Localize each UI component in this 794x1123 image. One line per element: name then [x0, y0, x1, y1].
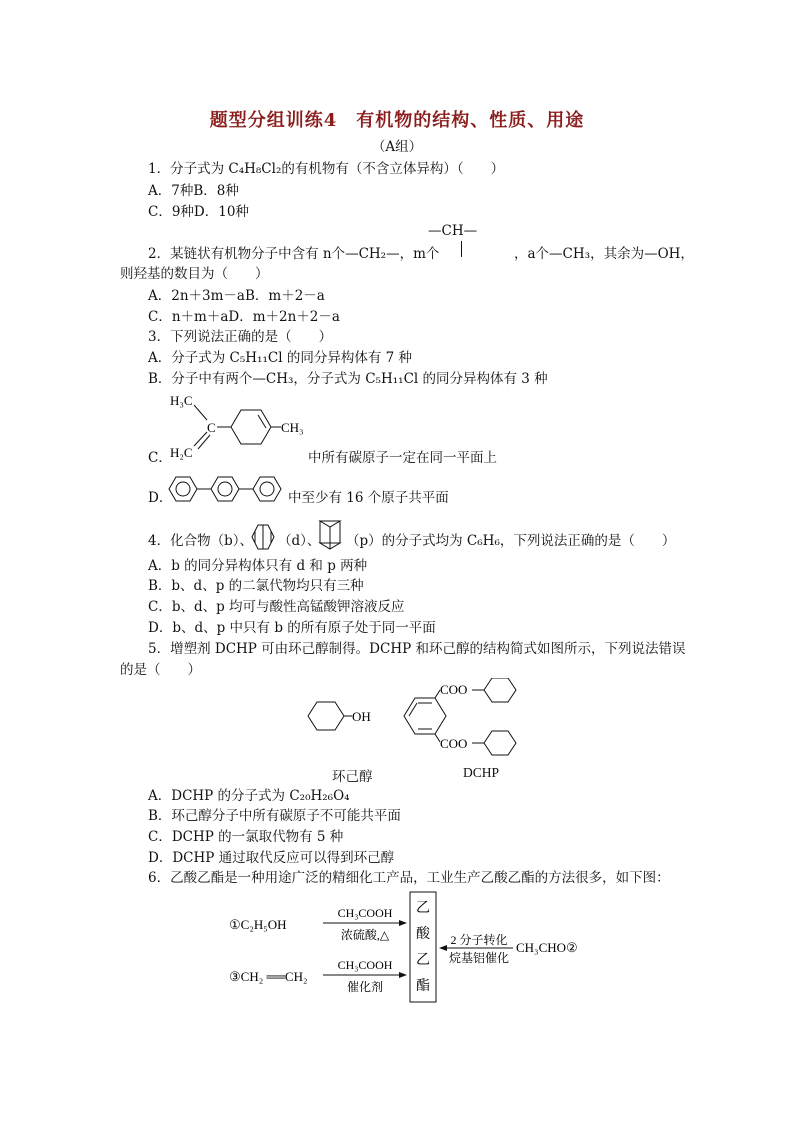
q4-stem-b: （d）、 — [278, 533, 321, 549]
q5-option-a: A．DCHP 的分子式为 C₂₀H₂₆O₄ — [148, 788, 350, 804]
q6-stem: 6．乙酸乙酯是一种用途广泛的精细化工产品，工业生产乙酸乙酯的方法很多，如下图： — [148, 870, 670, 886]
q3-c-structure — [165, 388, 315, 466]
box-char-4: 酯 — [416, 979, 430, 994]
q5-stem-b: 的是（ ） — [120, 662, 201, 678]
q4-option-c: C．b、d、p 均可与酸性高锰酸钾溶液反应 — [148, 599, 405, 615]
ch3-label: CH₃ — [281, 420, 304, 435]
q3-option-c-text: 中所有碳原子一定在同一平面上 — [308, 450, 497, 466]
q3-option-c-label: C． — [148, 450, 172, 466]
central-c-label: C — [207, 420, 216, 435]
dchp-label: DCHP — [463, 765, 500, 780]
q3-option-a: A．分子式为 C₅H₁₁Cl 的同分异构体有 7 种 — [148, 350, 412, 366]
route1-reactant: ①C₂H₅OH — [229, 917, 287, 932]
q4-option-b: B．b、d、p 的二氯代物均只有三种 — [148, 578, 364, 594]
q5-option-d: D．DCHP 通过取代反应可以得到环己醇 — [148, 850, 395, 866]
box-char-3: 乙 — [416, 953, 430, 968]
q2-stem-c: 则羟基的数目为（ ） — [120, 266, 269, 282]
route3-condition: 催化剂 — [346, 980, 384, 994]
q5-option-c: C．DCHP 的一氯取代物有 5 种 — [148, 829, 344, 845]
q4-option-d: D．b、d、p 中只有 b 的所有原子处于同一平面 — [148, 620, 436, 636]
q1-options-ab: A．7种B．8种 — [148, 183, 239, 199]
h3c-label: H₃C — [170, 393, 193, 408]
coo-label-top: COO — [440, 682, 468, 697]
q1-options-cd: C．9种D．10种 — [148, 204, 249, 220]
q3-option-b: B．分子中有两个—CH₃，分子式为 C₅H₁₁Cl 的同分异构体有 3 种 — [148, 371, 548, 387]
q3-d-terphenyl — [165, 474, 289, 504]
route2-condition: 烷基铝催化 — [448, 951, 510, 965]
q2-options-cd: C．n＋m＋aD．m＋2n＋2－a — [148, 309, 340, 325]
q5-stem-a: 5．增塑剂 DCHP 可由环己醇制得。DCHP 和环己醇的结构简式如图所示，下列说法错误 — [148, 641, 686, 657]
page-title: 题型分组训练4 有机物的结构、性质、用途 — [209, 110, 585, 131]
box-char-2: 酸 — [416, 927, 430, 942]
route1-condition: 浓硫酸,△ — [340, 928, 390, 942]
q2-ch-group: —CH— — [428, 223, 478, 239]
q3-option-d-text: 中至少有 16 个原子共平面 — [288, 490, 449, 506]
route3-reactant: ③CH₂ ══CH₂ — [229, 969, 308, 984]
q5-option-b: B．环己醇分子中所有碳原子不可能共平面 — [148, 808, 401, 824]
q2-stem-b: ，a个—CH₃，其余为—OH， — [514, 246, 694, 262]
q3-stem: 3．下列说法正确的是（ ） — [148, 329, 333, 345]
h2c-label: H₂C — [170, 445, 193, 460]
q4-option-a: A．b 的同分异构体只有 d 和 p 两种 — [148, 558, 368, 574]
q4-stem-a: 4．化合物（b）、 — [148, 533, 253, 549]
q2-options-ab: A．2n＋3m－aB．m＋2－a — [148, 288, 325, 304]
route1-reagent: CH₃COOH — [337, 906, 393, 920]
route3-reagent: CH₃COOH — [337, 958, 393, 972]
q4-stem-c: （p）的分子式均为 C₆H₆，下列说法正确的是（ ） — [346, 533, 676, 549]
q2-ch-bond — [461, 241, 462, 257]
q6-reaction-scheme — [225, 890, 605, 1010]
q1-stem: 1．分子式为 C₄H₈Cl₂的有机物有（不含立体异构）（ ） — [148, 161, 505, 177]
coo-label-bottom: COO — [440, 736, 468, 751]
route2-reagent: 2 分子转化 — [450, 933, 508, 947]
group-label: （A组） — [371, 139, 423, 155]
route2-reactant: CH₃CHO② — [516, 940, 578, 955]
cyclohexanol-label: 环己醇 — [332, 769, 373, 785]
oh-label: OH — [352, 709, 371, 724]
q3-option-d-label: D． — [148, 490, 173, 506]
q2-stem-a: 2．某链状有机物分子中含有 n个—CH₂—，m个 — [148, 246, 440, 262]
box-char-1: 乙 — [416, 901, 430, 916]
